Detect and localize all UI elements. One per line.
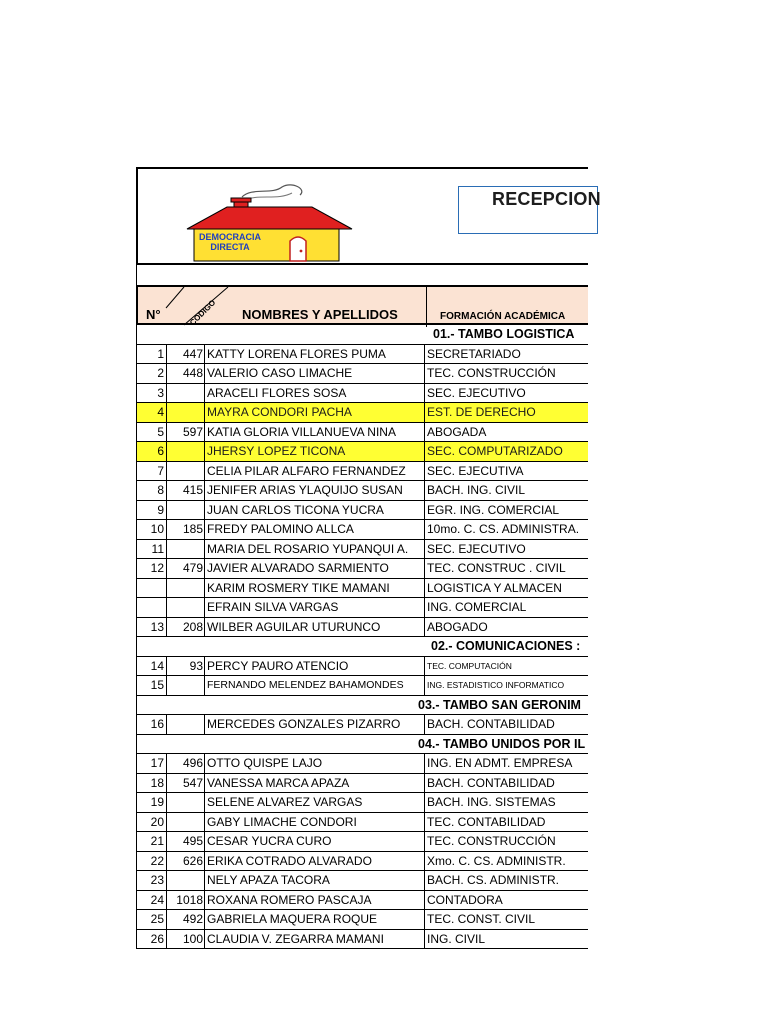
section-header bbox=[136, 637, 588, 657]
row-code bbox=[167, 384, 205, 403]
row-formation: BACH. ING. CIVIL bbox=[427, 483, 526, 497]
column-code-header: CODIGO bbox=[188, 298, 218, 328]
spacer-row bbox=[136, 265, 588, 285]
row-number: 8 bbox=[137, 481, 167, 500]
row-code: 492 bbox=[167, 910, 205, 929]
row-formation: CONTADORA bbox=[427, 892, 503, 907]
row-name: NELY APAZA TACORA bbox=[207, 871, 425, 890]
row-code: 208 bbox=[167, 618, 205, 637]
spreadsheet bbox=[136, 167, 601, 950]
row-code: 447 bbox=[167, 345, 205, 364]
row-number: 11 bbox=[137, 540, 167, 559]
row-name: JAVIER ALVARADO SARMIENTO bbox=[207, 559, 425, 578]
row-number bbox=[137, 598, 167, 617]
table-row bbox=[136, 423, 588, 443]
row-code bbox=[167, 579, 205, 598]
row-name: OTTO QUISPE LAJO bbox=[207, 754, 425, 773]
row-code: 496 bbox=[167, 754, 205, 773]
row-name: JUAN CARLOS TICONA YUCRA bbox=[207, 501, 425, 520]
row-number: 23 bbox=[137, 871, 167, 890]
row-code: 100 bbox=[167, 930, 205, 949]
table-row bbox=[136, 832, 588, 852]
row-formation: TEC. CONSTRUCCIÓN bbox=[427, 834, 556, 848]
row-number: 17 bbox=[137, 754, 167, 773]
logo-text-line2: DIRECTA bbox=[210, 242, 250, 252]
row-formation: EST. DE DERECHO bbox=[427, 405, 536, 419]
row-formation: BACH. CS. ADMINISTR. bbox=[427, 873, 560, 887]
table-row bbox=[136, 501, 588, 521]
row-name: VANESSA MARCA APAZA bbox=[207, 774, 425, 793]
row-code bbox=[167, 871, 205, 890]
row-formation: LOGISTICA Y ALMACEN bbox=[427, 580, 562, 595]
row-formation: TEC. CONSTRUCCIÓN bbox=[427, 366, 556, 380]
table-row bbox=[136, 442, 588, 462]
row-number: 20 bbox=[137, 813, 167, 832]
row-number: 1 bbox=[137, 345, 167, 364]
table-row bbox=[136, 540, 588, 560]
row-name: ROXANA ROMERO PASCAJA bbox=[207, 891, 425, 910]
table-row bbox=[136, 481, 588, 501]
row-code: 479 bbox=[167, 559, 205, 578]
row-formation: Xmo. C. CS. ADMINISTR. bbox=[427, 853, 566, 868]
row-formation: BACH. CONTABILIDAD bbox=[427, 775, 555, 790]
row-formation: BACH. CONTABILIDAD bbox=[427, 717, 555, 731]
row-name: MAYRA CONDORI PACHA bbox=[207, 403, 425, 422]
row-formation: TEC. COMPUTACIÓN bbox=[427, 660, 512, 671]
row-number: 24 bbox=[137, 891, 167, 910]
row-number: 12 bbox=[137, 559, 167, 578]
row-name: GABRIELA MAQUERA ROQUE bbox=[207, 910, 425, 929]
row-formation: BACH. ING. SISTEMAS bbox=[427, 795, 556, 809]
row-formation: EGR. ING. COMERCIAL bbox=[427, 502, 560, 517]
row-name: KATTY LORENA FLORES PUMA bbox=[207, 345, 425, 364]
row-number: 9 bbox=[137, 501, 167, 520]
table-row bbox=[136, 559, 588, 579]
row-number: 14 bbox=[137, 657, 167, 676]
row-number: 21 bbox=[137, 832, 167, 851]
row-name: ARACELI FLORES SOSA bbox=[207, 384, 425, 403]
row-formation: 10mo. C. CS. ADMINISTRA. bbox=[427, 522, 580, 536]
row-number: 15 bbox=[137, 676, 167, 695]
table-row bbox=[136, 871, 588, 891]
row-code: 597 bbox=[167, 423, 205, 442]
section-title: 02.- COMUNICACIONES : bbox=[431, 639, 581, 653]
row-number: 3 bbox=[137, 384, 167, 403]
row-name: CESAR YUCRA CURO bbox=[207, 832, 425, 851]
row-number: 7 bbox=[137, 462, 167, 481]
row-formation: ING. COMERCIAL bbox=[427, 600, 527, 614]
row-formation: SEC. EJECUTIVO bbox=[427, 541, 526, 556]
table-row bbox=[136, 520, 588, 540]
row-number: 5 bbox=[137, 423, 167, 442]
column-formation-header: FORMACIÓN ACADÉMICA bbox=[440, 311, 566, 322]
table-row bbox=[136, 364, 588, 384]
table-row bbox=[136, 793, 588, 813]
table-row bbox=[136, 384, 588, 404]
row-formation: SEC. EJECUTIVO bbox=[427, 385, 526, 400]
table-row bbox=[136, 403, 588, 423]
table-row bbox=[136, 910, 588, 930]
row-name: SELENE ALVAREZ VARGAS bbox=[207, 793, 425, 812]
section-title: 01.- TAMBO LOGISTICA bbox=[433, 327, 575, 341]
row-formation: ING. EN ADMT. EMPRESA bbox=[427, 756, 573, 770]
row-number: 10 bbox=[137, 520, 167, 539]
row-number: 18 bbox=[137, 774, 167, 793]
table-row bbox=[136, 462, 588, 482]
row-number: 19 bbox=[137, 793, 167, 812]
row-code bbox=[167, 813, 205, 832]
column-number-header: N° bbox=[146, 307, 161, 322]
row-code bbox=[167, 598, 205, 617]
row-number bbox=[137, 579, 167, 598]
row-name: MERCEDES GONZALES PIZARRO bbox=[207, 715, 425, 734]
table-row bbox=[136, 754, 588, 774]
row-formation: ABOGADA bbox=[427, 424, 487, 439]
row-code: 448 bbox=[167, 364, 205, 383]
row-name: EFRAIN SILVA VARGAS bbox=[207, 598, 425, 617]
row-formation: ING. ESTADISTICO INFORMATICO bbox=[427, 680, 565, 690]
row-name: JHERSY LOPEZ TICONA bbox=[207, 442, 425, 461]
table-row bbox=[136, 852, 588, 872]
column-divider bbox=[426, 287, 427, 327]
row-formation: TEC. CONTABILIDAD bbox=[427, 814, 546, 829]
row-formation: TEC. CONST. CIVIL bbox=[427, 912, 536, 926]
row-formation: SEC. COMPUTARIZADO bbox=[427, 444, 563, 458]
table-row bbox=[136, 676, 588, 696]
row-number: 26 bbox=[137, 930, 167, 949]
row-name: VALERIO CASO LIMACHE bbox=[207, 364, 425, 383]
table-row bbox=[136, 715, 588, 735]
row-number: 25 bbox=[137, 910, 167, 929]
table-row bbox=[136, 813, 588, 833]
row-name: KATIA GLORIA VILLANUEVA NINA bbox=[207, 423, 425, 442]
row-code: 1018 bbox=[167, 891, 205, 910]
row-formation: ABOGADO bbox=[427, 619, 488, 634]
row-code bbox=[167, 501, 205, 520]
row-name: WILBER AGUILAR UTURUNCO bbox=[207, 618, 425, 637]
row-code bbox=[167, 676, 205, 695]
row-code: 185 bbox=[167, 520, 205, 539]
table-row bbox=[136, 618, 588, 638]
row-code: 93 bbox=[167, 657, 205, 676]
row-code: 415 bbox=[167, 481, 205, 500]
row-code bbox=[167, 793, 205, 812]
section-title: 04.- TAMBO UNIDOS POR IL bbox=[418, 736, 586, 751]
row-code: 547 bbox=[167, 774, 205, 793]
logo-text-line1: DEMOCRACIA bbox=[199, 232, 261, 242]
section-header bbox=[136, 735, 588, 755]
row-code bbox=[167, 442, 205, 461]
row-code bbox=[167, 462, 205, 481]
row-number: 22 bbox=[137, 852, 167, 871]
row-formation: TEC. CONSTRUC . CIVIL bbox=[427, 561, 566, 575]
row-name: ERIKA COTRADO ALVARADO bbox=[207, 852, 425, 871]
sheet-header bbox=[136, 167, 601, 265]
table-row bbox=[136, 345, 588, 365]
row-code: 495 bbox=[167, 832, 205, 851]
row-number: 16 bbox=[137, 715, 167, 734]
table-row bbox=[136, 598, 588, 618]
section-header bbox=[136, 696, 588, 716]
row-number: 6 bbox=[137, 442, 167, 461]
row-name: CELIA PILAR ALFARO FERNANDEZ bbox=[207, 462, 425, 481]
row-name: GABY LIMACHE CONDORI bbox=[207, 813, 425, 832]
column-names-header: NOMBRES Y APELLIDOS bbox=[242, 307, 398, 322]
row-name: KARIM ROSMERY TIKE MAMANI bbox=[207, 579, 425, 598]
row-number: 13 bbox=[137, 618, 167, 637]
house-logo-icon bbox=[182, 179, 357, 264]
table-row bbox=[136, 891, 588, 911]
row-name: FREDY PALOMINO ALLCA bbox=[207, 520, 425, 539]
row-name: JENIFER ARIAS YLAQUIJO SUSAN bbox=[207, 481, 425, 500]
column-header-row bbox=[136, 285, 588, 328]
table-row bbox=[136, 930, 588, 950]
row-code: 626 bbox=[167, 852, 205, 871]
row-formation: ING. CIVIL bbox=[427, 931, 486, 946]
table-body bbox=[136, 325, 588, 949]
row-name: FERNANDO MELENDEZ BAHAMONDES bbox=[207, 676, 425, 695]
table-row bbox=[136, 579, 588, 599]
row-number: 4 bbox=[137, 403, 167, 422]
row-name: MARIA DEL ROSARIO YUPANQUI A. bbox=[207, 540, 425, 559]
section-title: 03.- TAMBO SAN GERONIM bbox=[418, 697, 581, 712]
row-code bbox=[167, 715, 205, 734]
row-number: 2 bbox=[137, 364, 167, 383]
section-header bbox=[136, 325, 588, 345]
page-title: RECEPCION bbox=[492, 189, 601, 209]
table-row bbox=[136, 657, 588, 677]
row-formation: SECRETARIADO bbox=[427, 346, 521, 361]
row-code bbox=[167, 403, 205, 422]
row-formation: SEC. EJECUTIVA bbox=[427, 463, 524, 478]
table-row bbox=[136, 774, 588, 794]
row-name: PERCY PAURO ATENCIO bbox=[207, 657, 425, 676]
row-code bbox=[167, 540, 205, 559]
row-name: CLAUDIA V. ZEGARRA MAMANI bbox=[207, 930, 425, 949]
